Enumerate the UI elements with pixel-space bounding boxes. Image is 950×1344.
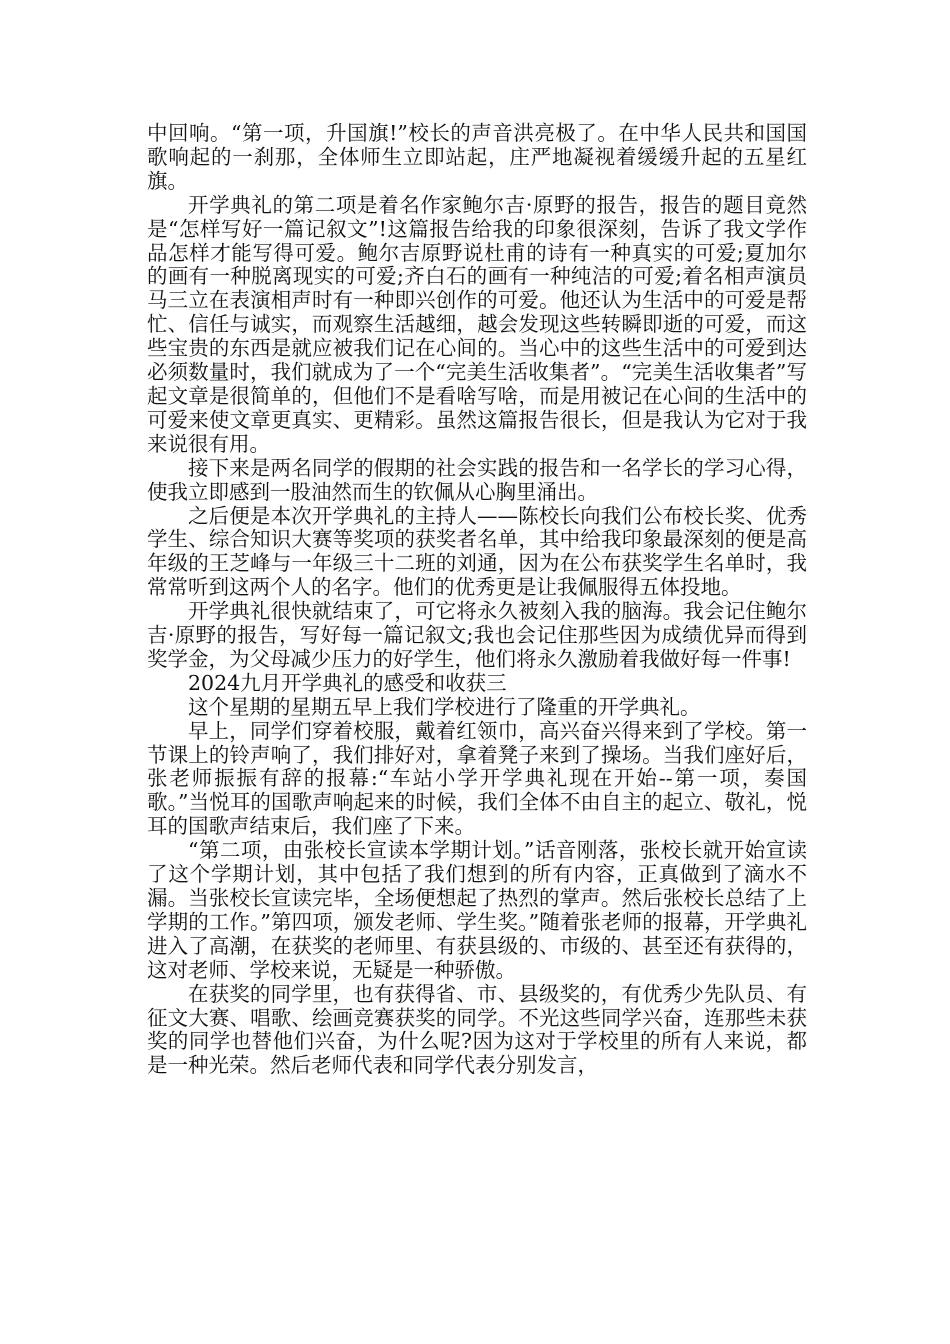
section-heading: 2024九月开学典礼的感受和收获三 [188,670,507,695]
paragraph: 在获奖的同学里，也有获得省、市、县级奖的，有优秀少先队员、有征文大赛、唱歌、绘画竞赛获奖的同学。不光这些同学兴奋，连那些未获奖的同学也替他们兴奋，为什么呢?因为这对于学校里的所有人来说，都是一种光荣。然后老师代表和同学代表分别发言， [147,981,807,1078]
paragraph: 早上，同学们穿着校服，戴着红领巾，高兴奋兴得来到了学校。第一节课上的铃声响了，我们排好对，拿着凳子来到了操场。当我们座好后，张老师振振有辞的报幕:“车站小学开学典礼现在开始--第一项，奏国歌。”当悦耳的国歌声响起来的时候，我们全体不由自主的起立、敬礼，悦耳的国歌声结束后，我们座了下来。 [147,718,807,839]
paragraph-continuation: 中回响。“第一项，升国旗!”校长的声音洪亮极了。在中华人民共和国国歌响起的一刹那，全体师生立即站起，庄严地凝视着缓缓升起的五星红旗。 [147,121,807,193]
paragraph: 开学典礼很快就结束了，可它将永久被刻入我的脑海。我会记住鲍尔吉·原野的报告，写好每一篇记叙文;我也会记住那些因为成绩优异而得到奖学金，为父母减少压力的好学生，他们将永久激励着我做好每一件事! [147,599,807,671]
paragraph: 接下来是两名同学的假期的社会实践的报告和一名学长的学习心得，使我立即感到一股油然而生的钦佩从心胸里涌出。 [147,455,807,504]
paragraph: “第二项，由张校长宣读本学期计划。”话音刚落，张校长就开始宣读了这个学期计划，其中包括了我们想到的所有内容，正真做到了滴水不漏。当张校长宣读完毕，全场便想起了热烈的掌声。然后张校长总结了上学期的工作。”第四项，颁发老师、学生奖。”随着张老师的报幕，开学典礼进入了高潮，在获奖的老师里、有获县级的、市级的、甚至还有获得的，这对老师、学校来说，无疑是一种骄傲。 [147,838,807,982]
document-body [147,122,807,1078]
paragraph: 这个星期的星期五早上我们学校进行了隆重的开学典礼。 [188,694,701,719]
paragraph: 开学典礼的第二项是着名作家鲍尔吉·原野的报告，报告的题目竟然是“怎样写好一篇记叙文”!这篇报告给我的印象很深刻，告诉了我文学作品怎样才能写得可爱。鲍尔吉原野说杜甫的诗有一种真实的可爱;夏加尔的画有一种脱离现实的可爱;齐白石的画有一种纯洁的可爱;着名相声演员马三立在表演相声时有一种即兴创作的可爱。他还认为生活中的可爱是帮忙、信任与诚实，而观察生活越细，越会发现这些转瞬即逝的可爱，而这些宝贵的东西是就应被我们记在心间的。当心中的这些生活中的可爱到达必须数量时，我们就成为了一个“完美生活收集者”。“完美生活收集者”写起文章是很简单的，但他们不是看啥写啥，而是用被记在心间的生活中的可爱来使文章更真实、更精彩。虽然这篇报告很长，但是我认为它对于我来说很有用。 [147,192,807,456]
paragraph: 之后便是本次开学典礼的主持人——陈校长向我们公布校长奖、优秀学生、综合知识大赛等奖项的获奖者名单，其中给我印象最深刻的便是高年级的王芝峰与一年级三十二班的刘通，因为在公布获奖学生名单时，我常常听到这两个人的名字。他们的优秀更是让我佩服得五体投地。 [147,503,807,600]
